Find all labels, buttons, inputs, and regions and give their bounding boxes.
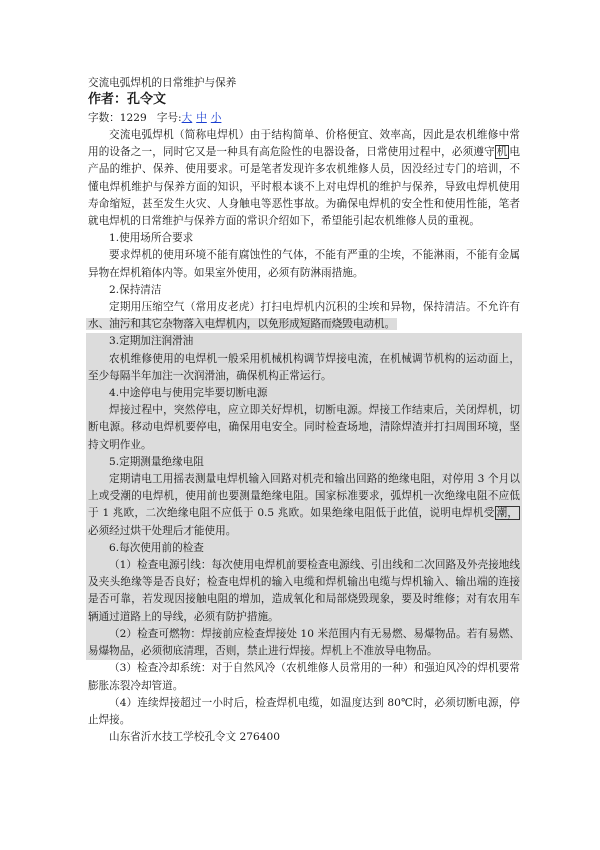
section-4-block <box>86 385 522 454</box>
section-6-item-1: （1）检查电源引线：每次使用电焊机前要检查电源线、引出线和二次回路及外壳接地线及夹头绝缘等是否良好；检查电焊机的输入电缆和焊机输出电缆与焊机输入、输出端的连接是否可靠，若发现因接触电阻的增加，造成氧化和局部烧毁现象，要及时维修；对有农用车辆通过道路上的导线，必须有防护措施。 <box>88 559 520 623</box>
section-6-block <box>86 540 522 660</box>
font-size-large-link[interactable]: 大 <box>181 112 193 124</box>
section-6-heading: 6.每次使用前的检查 <box>109 541 204 554</box>
section-3-heading: 3.定期加注润滑油 <box>109 335 194 348</box>
section-4-body: 焊接过程中，突然停电，应立即关好焊机，切断电源。焊接工作结束后，关闭焊机，切断电源。移动电焊机要停电，确保用电安全。同时检查场地，清除焊渣并打扫周围环境，坚持文明作业。 <box>88 404 520 451</box>
section-3-body: 农机维修使用的电焊机一般采用机械机构调节焊接电流，在机械调节机构的运动面上，至少每隔半年加注一次润滑油，确保机构正常运行。 <box>88 352 520 382</box>
section-5-body: 定期请电工用摇表测量电焊机输入回路对机壳和输出回路的绝缘电阻，对停用 3 个月以上或受潮的电焊机，使用前也要测量绝缘电阻。国家标准要求，弧焊机一次绝缘电阻不应低于 1 兆欧，二次绝缘电阻不应低于 0.5 兆欧。如果绝缘电阻低于此值，说明电焊机受 潮，必须经过烘干处理后才能使用。 <box>88 473 520 537</box>
boxed-text: 潮， <box>496 507 518 520</box>
section-4-heading: 4.中途停电与使用完毕要切断电源 <box>109 387 268 400</box>
section-6-item-4: （4）连续焊接超过一小时后，检查焊机电缆，如温度达到 80℃时，必须切断电源，停止焊接。 <box>88 696 520 726</box>
section-2-body: 定期用压缩空气（常用皮老虎）打扫电焊机内沉积的尘埃和异物，保持清洁。不允许有水、油污和其它杂物落入电焊机内，以免形成短路而烧毁电动机。 <box>88 301 520 331</box>
article-body <box>88 75 520 746</box>
section-5-block <box>86 454 522 540</box>
font-size-small-link[interactable]: 小 <box>210 112 222 124</box>
highlight-span: 水、油污和其它杂物落入电焊机内，以免形成短路而烧毁电动机。 <box>88 318 396 331</box>
font-size-label: 字号: <box>156 112 182 124</box>
article-meta <box>88 109 520 127</box>
intro-paragraph: 交流电弧焊机（简称电焊机）由于结构简单、价格便宜、效率高，因此是农机维修中常用的设备之一，同时它又是一种具有高危险性的电器设备，日常使用过程中，必须遵守 机 电产品的维护、保养、使用要求。可是笔者发现许多农机维修人员，因没经过专门的培训，不懂电焊机维护与保养方面的知识，平时根本谈不上对电焊机的维护与保养，导致电焊机使用寿命缩短，甚至发生火灾、人身触电等恶性事故。为确保电焊机的安全性和使用性能，笔者就电焊机的日常维护与保养方面的常识介绍如下，希望能引起农机维修人员的重视。 <box>88 129 520 228</box>
author-affiliation: 山东省沂水技工学校孔令文 276400 <box>109 731 280 744</box>
section-6-item-3: （3）检查冷却系统：对于自然风冷（农机维修人员常用的一种）和强迫风冷的焊机要常膨胀冻裂冷却管道。 <box>88 662 520 692</box>
boxed-char: 机 <box>496 146 508 159</box>
section-1-heading: 1.使用场所合要求 <box>109 232 194 245</box>
font-size-medium-link[interactable]: 中 <box>196 112 207 124</box>
section-2-heading: 2.保持清洁 <box>109 283 162 296</box>
section-3-block <box>86 333 522 385</box>
section-5-heading: 5.定期测量绝缘电阻 <box>109 455 204 468</box>
article-author: 作者：孔令文 <box>88 92 167 107</box>
word-count: 字数：1229 <box>88 112 147 124</box>
article-title: 交流电弧焊机的日常维护与保养 <box>88 77 237 89</box>
section-1-body: 要求焊机的使用环境不能有腐蚀性的气体，不能有严重的尘埃，不能淋雨，不能有金属异物在焊机箱体内等。如果室外使用，必须有防淋雨措施。 <box>88 249 520 279</box>
section-6-item-2: （2）检查可燃物：焊接前应检查焊接处 10 米范围内有无易燃、易爆物品。若有易燃、易爆物品，必须彻底清理，否则，禁止进行焊接。焊机上不准放导电物品。 <box>88 627 520 658</box>
